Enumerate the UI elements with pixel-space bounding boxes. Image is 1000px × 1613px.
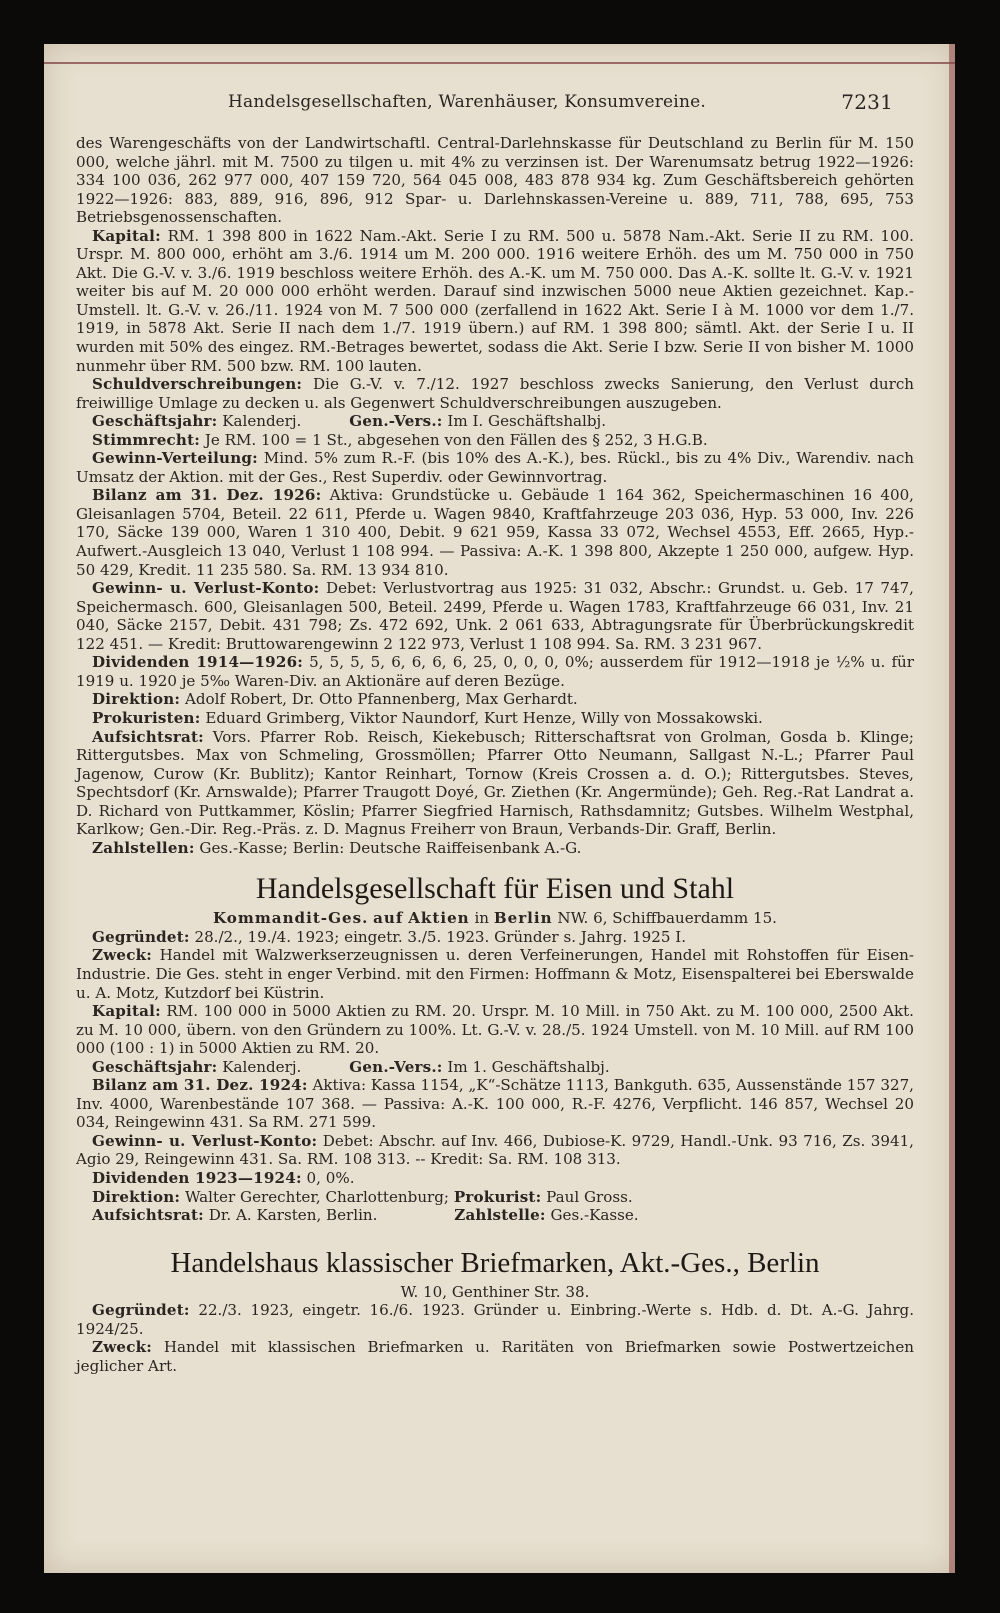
prok-label: Prokuristen: — [92, 708, 201, 727]
schuld-entry — [76, 375, 914, 412]
zahl-text: Ges.-Kasse; Berlin: Deutsche Raiffeisenbank A.-G. — [199, 838, 582, 857]
gv-label: Gen.-Vers.: — [349, 412, 443, 431]
s2-gj-label: Geschäftsjahr: — [92, 1057, 218, 1076]
prok-text: Eduard Grimberg, Viktor Naundorf, Kurt Henze, Willy von Mossakowski. — [205, 708, 763, 727]
s3-zweck-label: Zweck: — [92, 1338, 153, 1357]
direktion-entry — [76, 690, 914, 709]
s2-kapital-text: RM. 100 000 in 5000 Aktien zu RM. 20. Urspr. M. 10 Mill. in 750 Akt. zu M. 100 000, 2500 Akt. zu M. 10 000, übern. von den Gründern zu 100%. Lt. G.-V. v. 28./5. 1924 Umstell. von M. 10 Mill. auf RM 100 000 (100 : 1) in 5000 Aktien zu RM. 20. — [76, 1002, 914, 1058]
s2-zweck-label: Zweck: — [92, 946, 153, 965]
s2-dir-text: Walter Gerechter, Charlottenburg; — [184, 1187, 449, 1206]
geschaeftsjahr-entry — [76, 412, 914, 431]
s2-zahl-label: Zahlstelle: — [454, 1206, 546, 1225]
s2-geschaeftsjahr-entry — [76, 1058, 914, 1077]
guv-entry — [76, 579, 914, 653]
stimm-text: Je RM. 100 = 1 St., abgesehen von den Fällen des § 252, 3 H.G.B. — [204, 430, 708, 449]
dir-label: Direktion: — [92, 690, 181, 709]
s2-div-text: 0, 0%. — [306, 1168, 355, 1187]
bilanz-label: Bilanz am 31. Dez. 1926: — [92, 486, 322, 505]
schuld-text: Die G.-V. v. 7./12. 1927 beschloss zwecks Sanierung, den Verlust durch freiwillige Umlage zu decken u. als Gegenwert Schuldverschreibungen auszugeben. — [76, 375, 914, 412]
s2-bilanz-text: Aktiva: Kassa 1154, „K“-Schätze 1113, Bankguth. 635, Aussenstände 157 327, Inv. 4000, Warenbestände 107 368. — Passiva: A.-K. 100 000, R.-F. 4276, Verpflicht. 146 857, Wechsel 20 034, Reingewinn 431. Sa RM. 271 599. — [76, 1076, 914, 1132]
company-address: NW. 6, Schiffbauerdamm 15. — [557, 909, 777, 928]
s2-gv-text: Im 1. Geschäftshalbj. — [447, 1057, 610, 1076]
in-word: in — [474, 909, 490, 928]
company-title-eisen-stahl: Handelsgesellschaft für Eisen und Stahl — [255, 872, 735, 906]
gewinnv-label: Gewinn-Verteilung: — [92, 449, 258, 468]
kg-label: Kommandit-Ges. — [213, 909, 369, 928]
s2-guv-text: Debet: Abschr. auf Inv. 466, Dubiose-K. 9729, Handl.-Unk. 93 716, Zs. 3941, Agio 29, Reingewinn 431. Sa. RM. 108 313. -- Kredit: Sa. RM. 108 313. — [76, 1131, 914, 1169]
ar-text: Vors. Pfarrer Rob. Reisch, Kiekebusch; Ritterschaftsrat von Grolman, Gosda b. Klinge; Rittergutsbes. Max von Schmeling, Grossmöllen; Pfarrer Otto Neumann, Sallgast N.-L.; Pfarrer Paul Jagenow, Curow (Kr. Bublitz); Kantor Reinhart, Tornow (Kreis Crossen a. d. O.); Rittergutsbes. Steves, Spechtsdorf (Kr. Arnswalde); Pfarrer Traugott Doyé, Gr. Ziethen (Kr. Angermünde); Geh. Reg.-Rat Landrat a. D. Richard von Puttkammer, Köslin; Pfarrer Siegfried Harnisch, Rathsdamnitz; Gutsbes. Wilhelm Westphal, Karlkow; Gen.-Dir. Reg.-Präs. z. D. Magnus Freiherr von Braun, Verbands-Dir. Graff, Berlin. — [76, 727, 914, 839]
kapital-text: RM. 1 398 800 in 1622 Nam.-Akt. Serie I zu RM. 500 u. 5878 Nam.-Akt. Serie II zu RM. 100. Urspr. M. 800 000, erhöht am 3./6. 1914 um M. 200 000. 1916 weitere Erhöh. des um M. 750 000 in 750 Akt. Die G.-V. v. 3./6. 1919 beschloss weitere Erhöh. des A.-K. um M. 750 000. Das A.-K. sollte lt. G.-V. v. 1921 weiter bis auf M. 20 000 000 erhöht werden. Darauf sind inzwischen 5000 neue Aktien gezeichnet. Kap.-Umstell. lt. G.-V. v. 26./11. 1924 von M. 7 500 000 (zerfallend in 1622 Akt. Serie I à M. 1000 vor dem 1./7. 1919, in 5878 Akt. Serie II nach dem 1./7. 1919 übern.) auf RM. 1 398 800; sämtl. Akt. der Serie I u. II wurden mit 50% des eingez. RM.-Betrages bewertet, sodass die Akt. Serie I bzw. Serie II von bisher M. 1000 nunmehr über RM. 500 bzw. RM. 100 lauten. — [76, 226, 914, 375]
guv-label: Gewinn- u. Verlust-Konto: — [92, 579, 320, 598]
intro-paragraph: des Warengeschäfts von der Landwirtschaftl. Central-Darlehnskasse für Deutschland zu Berlin für M. 150 000, welche jährl. mit M. 7500 zu tilgen u. mit 4% zu verzinsen ist. Der Warenumsatz betrug 1922—1926: 334 100 036, 262 977 000, 407 159 720, 564 045 008, 483 878 934 kg. Zum Geschäftsbereich gehörten 1922—1926: 883, 889, 916, 896, 912 Spar- u. Darlehnskassen-Vereine u. 889, 711, 788, 695, 753 Betriebsgenossenschaften. — [76, 134, 914, 227]
s2-prok-label: Prokurist: — [453, 1187, 542, 1206]
s2-gj-text: Kalenderj. — [222, 1057, 302, 1076]
page-body — [76, 134, 914, 1375]
s2-gegr-text: 28./2., 19./4. 1923; eingetr. 3./5. 1923. Gründer s. Jahrg. 1925 I. — [194, 927, 687, 946]
s2-zweck-entry — [76, 946, 914, 1002]
company-subtitle — [76, 909, 914, 928]
s3-zweck-entry — [76, 1338, 914, 1375]
gewinnverteilung-entry — [76, 449, 914, 486]
s3-gegr-text: 22./3. 1923, eingetr. 16./6. 1923. Gründer u. Einbring.-Werte s. Hdb. d. Dt. A.-G. Jahrg. 1924/25. — [76, 1301, 914, 1338]
gj-text: Kalenderj. — [222, 412, 302, 431]
s2-dir-label: Direktion: — [92, 1187, 181, 1206]
ar-label: Aufsichtsrat: — [92, 727, 204, 746]
s2-div-label: Dividenden 1923—1924: — [92, 1168, 302, 1187]
s2-ar-text: Dr. A. Karsten, Berlin. — [208, 1206, 378, 1225]
zahlstellen-entry — [76, 839, 914, 858]
dividenden-entry — [76, 653, 914, 690]
scanned-page — [44, 44, 955, 1573]
page-top-rule — [44, 62, 955, 64]
header-title: Handelsgesellschaften, Warenhäuser, Konsumvereine. — [228, 92, 706, 112]
company-title-briefmarken: Handelshaus klassischer Briefmarken, Akt.-Ges., Berlin — [170, 1246, 820, 1279]
kapital-label: Kapital: — [92, 226, 161, 245]
s2-gv-label: Gen.-Vers.: — [349, 1057, 443, 1076]
s2-gegr-label: Gegründet: — [92, 927, 190, 946]
s2-bilanz-label: Bilanz am 31. Dez. 1924: — [92, 1076, 308, 1095]
page-number: 7231 — [841, 90, 893, 114]
s2-bilanz-entry — [76, 1076, 914, 1132]
prokuristen-entry — [76, 709, 914, 728]
dir-text: Adolf Robert, Dr. Otto Pfannenberg, Max Gerhardt. — [184, 690, 578, 709]
s3-gegr-label: Gegründet: — [92, 1301, 190, 1320]
div-text: 5, 5, 5, 5, 6, 6, 6, 6, 25, 0, 0, 0, 0%; ausserdem für 1912—1918 je ½% u. für 1919 u. 1920 je 5‰ Waren-Div. an Aktionäre auf deren Bezüge. — [76, 653, 914, 690]
auf-word: auf — [373, 909, 404, 928]
s3-address: W. 10, Genthiner Str. 38. — [400, 1282, 590, 1301]
gv-text: Im I. Geschäftshalbj. — [447, 412, 607, 431]
bilanz-text: Aktiva: Grundstücke u. Gebäude 1 164 362, Speichermaschinen 16 400, Gleisanlagen 5704, Beteil. 22 611, Pferde u. Wagen 9840, Kraftfahrzeuge 203 036, Hyp. 53 000, Inv. 226 170, Säcke 139 000, Waren 1 310 400, Debit. 9 621 959, Kassa 33 072, Wechsel 4553, Eff. 2665, Hyp.-Aufwert.-Ausgleich 13 040, Verlust 1 108 994. — Passiva: A.-K. 1 398 800, Akzepte 1 250 000, aufgew. Hyp. 50 429, Kredit. 11 235 580. Sa. RM. 13 934 810. — [76, 486, 914, 579]
gewinnv-text: Mind. 5% zum R.-F. (bis 10% des A.-K.), bes. Rückl., bis zu 4% Div., Warendiv. nach Umsatz der Aktion. mit der Ges., Rest Superdiv. oder Gewinnvortrag. — [76, 449, 914, 486]
binding-edge — [949, 44, 955, 1573]
guv-text: Debet: Verlustvortrag aus 1925: 31 032, Abschr.: Grundst. u. Geb. 17 747, Speichermasch. 600, Gleisanlagen 500, Beteil. 2499, Pferde u. Wagen 1783, Kraftfahrzeuge 66 031, Inv. 21 040, Säcke 2157, Debit. 431 798; Zs. 472 692, Unk. 2 061 633, Abtragungsrate für Überbrückungskredit 122 451. — Kredit: Bruttowarengewinn 2 122 973, Verlust 1 108 994. Sa. RM. 3 231 967. — [76, 579, 914, 653]
div-label: Dividenden 1914—1926: — [92, 653, 304, 672]
bilanz-entry — [76, 486, 914, 579]
s2-guv-label: Gewinn- u. Verlust-Konto: — [92, 1131, 318, 1150]
s2-aufsichtsrat-entry — [76, 1206, 914, 1225]
stimmrecht-entry — [76, 431, 914, 450]
running-header — [44, 92, 955, 122]
s2-direktion-entry — [76, 1188, 914, 1207]
stimm-label: Stimmrecht: — [92, 430, 201, 449]
aktien-word: Aktien — [408, 909, 470, 928]
s2-gegruendet-entry — [76, 928, 914, 947]
s2-ar-label: Aufsichtsrat: — [92, 1206, 204, 1225]
gj-label: Geschäftsjahr: — [92, 412, 218, 431]
aufsichtsrat-entry — [76, 728, 914, 839]
s2-kapital-label: Kapital: — [92, 1002, 161, 1021]
s2-dividenden-entry — [76, 1169, 914, 1188]
kapital-entry — [76, 227, 914, 375]
zahl-label: Zahlstellen: — [92, 838, 195, 857]
s2-guv-entry — [76, 1132, 914, 1169]
s2-zweck-text: Handel mit Walzwerkserzeugnissen u. deren Verfeinerungen, Handel mit Rohstoffen für Eisen-Industrie. Die Ges. steht in enger Verbind. mit den Firmen: Hoffmann & Motz, Eisenspalterei bei Eberswalde u. A. Motz, Kutzdorf bei Küstrin. — [76, 946, 914, 1002]
s2-kapital-entry — [76, 1002, 914, 1058]
s2-zahl-text: Ges.-Kasse. — [550, 1206, 639, 1225]
s3-gegruendet-entry — [76, 1301, 914, 1338]
s3-zweck-text: Handel mit klassischen Briefmarken u. Raritäten von Briefmarken sowie Postwertzeichen jeglicher Art. — [76, 1338, 914, 1375]
city-berlin: Berlin — [493, 909, 553, 928]
s2-prok-text: Paul Gross. — [546, 1187, 633, 1206]
schuld-label: Schuldverschreibungen: — [92, 375, 303, 394]
